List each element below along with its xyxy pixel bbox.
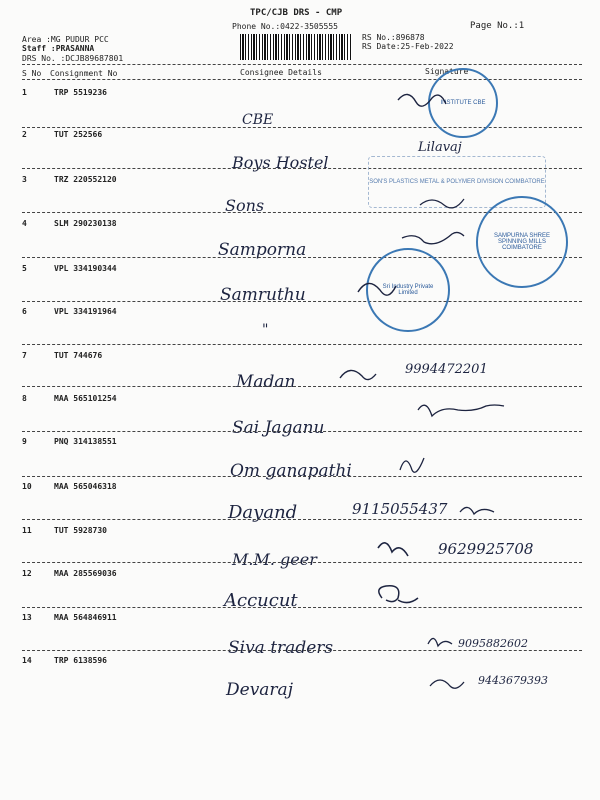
row-consignee: Boys Hostel	[232, 153, 329, 172]
row-consignee: Accucut	[224, 590, 298, 611]
row-signature-note: 9095882602	[458, 637, 528, 650]
row-consignment: MAA 285569036	[54, 569, 117, 578]
row-sno: 2	[22, 130, 27, 139]
row-consignment: TUT 5928730	[54, 526, 107, 535]
row-signature-note: 9443679393	[478, 674, 548, 687]
signature-5	[358, 283, 396, 295]
signature-9	[400, 458, 424, 472]
signature-14	[430, 680, 464, 688]
row-signature-note: 9629925708	[438, 540, 534, 558]
signature-3	[420, 199, 464, 208]
stamp-text: SON'S PLASTICS METAL & POLYMER DIVISION COIMBATORE	[369, 179, 545, 185]
drs-number: DRS No. :DCJB89687801	[22, 54, 124, 63]
row-sno: 1	[22, 88, 27, 97]
row-consignee: Siva traders	[228, 638, 334, 658]
rs-number: RS No.:896878	[362, 33, 425, 42]
row-consignment: TUT 252566	[54, 130, 103, 139]
signature-4	[402, 232, 464, 243]
staff-label: Staff :PRASANNA	[22, 44, 95, 53]
column-header-consignment: Consignment No	[50, 69, 118, 78]
signature-13	[428, 638, 452, 646]
row-consignment: SLM 290230138	[54, 219, 117, 228]
row-consignee: "	[262, 322, 269, 338]
row-sno: 8	[22, 394, 27, 403]
row-consignment: MAA 565046318	[54, 482, 117, 491]
signature-12	[379, 586, 418, 603]
row-sno: 3	[22, 175, 27, 184]
stamp-text: SAMPURNA SHREE SPINNING MILLS COIMBATORE	[493, 233, 550, 251]
rs-date: RS Date:25-Feb-2022	[362, 42, 454, 51]
row-sno: 10	[22, 482, 32, 491]
row-consignment: MAA 564846911	[54, 613, 117, 622]
row-consignee: Samporna	[218, 240, 307, 260]
row-consignee: Samruthu	[220, 285, 306, 305]
row-consignee: Devaraj	[226, 680, 293, 700]
row-consignment: TRP 5519236	[54, 88, 107, 97]
signature-10	[460, 507, 494, 514]
row-sno: 11	[22, 526, 32, 535]
row-sno: 5	[22, 264, 27, 273]
row-sno: 14	[22, 656, 32, 665]
row-consignment: MAA 565101254	[54, 394, 117, 403]
page-number: Page No.:1	[470, 21, 525, 31]
row-sno: 7	[22, 351, 27, 360]
row-sno: 13	[22, 613, 32, 622]
row-signature-note: Lilavaj	[418, 140, 462, 155]
row-consignee: M.M. geer	[232, 550, 317, 569]
row-signature-note: 9115055437	[352, 500, 448, 518]
row-consignment: VPL 334190344	[54, 264, 117, 273]
row-sno: 4	[22, 219, 27, 228]
column-header-consignee: Consignee Details	[240, 68, 322, 77]
signature-7	[340, 370, 376, 379]
row-consignment: TRZ 220552120	[54, 175, 117, 184]
document-title: TPC/CJB DRS - CMP	[250, 8, 343, 18]
row-sno: 12	[22, 569, 32, 578]
row-sno: 6	[22, 307, 27, 316]
row-consignee: CBE	[242, 112, 274, 128]
row-consignee: Madan	[236, 372, 296, 392]
stamp-text: Sri Industry Private Limited	[382, 284, 434, 296]
column-header-sno: S No	[22, 69, 42, 78]
row-sno: 9	[22, 437, 27, 446]
row-consignment: VPL 334191964	[54, 307, 117, 316]
row-consignee: Sons	[225, 196, 265, 215]
row-consignee: Dayand	[228, 502, 298, 523]
column-header-signature: Signature	[425, 67, 469, 76]
signature-8	[418, 405, 504, 416]
row-signature-note: 9994472201	[405, 362, 488, 377]
phone-number: Phone No.:0422-3505555	[232, 22, 338, 31]
signature-11	[378, 543, 408, 556]
row-consignment: TRP 6138596	[54, 656, 107, 665]
area-label: Area :MG PUDUR PCC	[22, 35, 109, 44]
signature-1	[398, 94, 446, 106]
row-consignment: TUT 744676	[54, 351, 103, 360]
row-consignment: PNQ 314138551	[54, 437, 117, 446]
row-consignee: Om ganapathi	[230, 461, 352, 481]
stamp-text: INSTITUTE CBE	[440, 100, 486, 106]
row-consignee: Sai Jaganu	[232, 418, 325, 438]
